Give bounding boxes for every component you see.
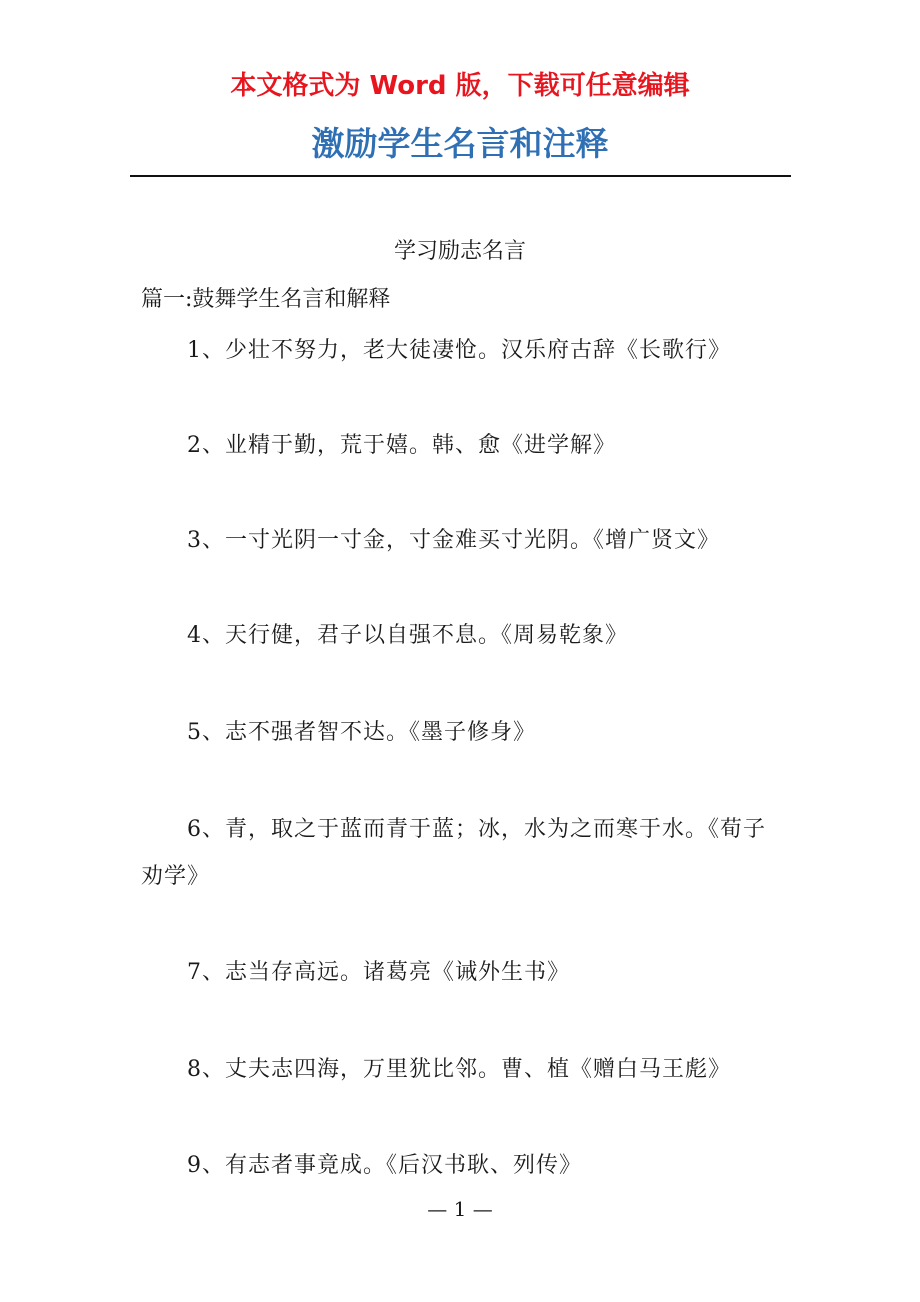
quote-item: 4、天行健，君子以自强不息。《周易乾象》 [187,623,628,648]
quote-item: 3、一寸光阴一寸金，寸金难买寸光阴。《增广贤文》 [187,528,720,553]
quote-item: 8、丈夫志四海，万里犹比邻。曹、植《赠白马王彪》 [187,1057,731,1082]
quote-item: 6、青，取之于蓝而青于蓝；冰，水为之而寒于水。《荀子劝学》 [141,817,766,889]
quote-item: 9、有志者事竟成。《后汉书耿、列传》 [187,1153,582,1178]
page-number: — 1 — [427,1197,493,1221]
quote-item: 5、志不强者智不达。《墨子修身》 [187,720,536,745]
title-divider [130,175,791,177]
document-title: 激励学生名言和注释 [311,124,609,163]
download-notice: 本文格式为 Word 版，下载可任意编辑 [230,71,690,101]
section-title: 篇一:鼓舞学生名言和解释 [141,287,391,312]
quote-item: 1、少壮不努力，老大徒凄怆。汉乐府古辞《长歌行》 [187,338,731,363]
quote-item: 2、业精于勤，荒于嬉。韩、愈《进学解》 [187,433,616,458]
subtitle: 学习励志名言 [393,239,526,264]
quote-item: 7、志当存高远。诸葛亮《诫外生书》 [187,960,570,985]
